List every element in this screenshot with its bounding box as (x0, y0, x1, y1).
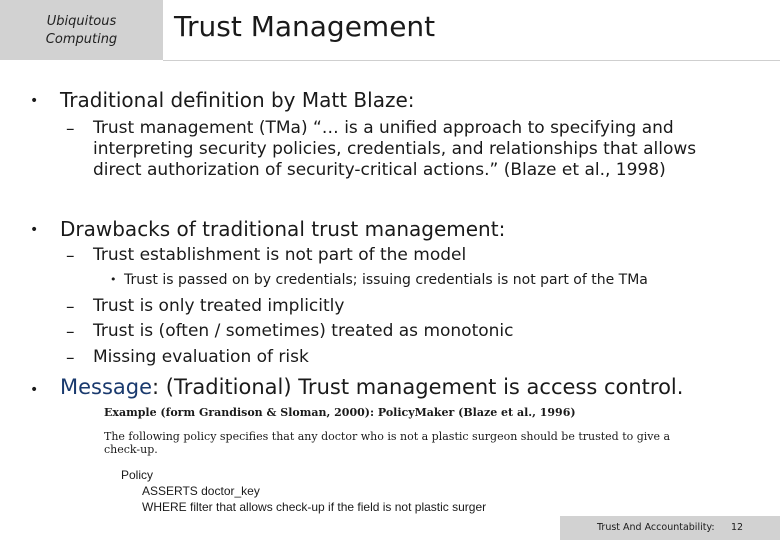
section1-heading: Traditional definition by Matt Blaze: (60, 88, 415, 112)
example-body-line-1: The following policy specifies that any doctor who is not a plastic surgeon should be trusted to give a (104, 430, 671, 443)
drawback-item-3: Trust is (often / sometimes) treated as monotonic (93, 321, 514, 341)
dash-icon: – (66, 246, 75, 266)
logo (0, 13, 163, 49)
bullet-icon: • (30, 93, 39, 109)
dash-icon: – (66, 322, 75, 342)
quote-line-2: interpreting security policies, credentials, and relationships that allows (93, 139, 697, 159)
code-line-2: ASSERTS doctor_key (142, 484, 260, 498)
dash-icon: – (66, 297, 75, 317)
logo-line1: Ubiquitous (46, 14, 117, 29)
dash-icon: – (66, 119, 75, 139)
drawback-item-1: Trust establishment is not part of the model (93, 245, 467, 265)
code-line-1: Policy (121, 468, 154, 482)
section2-heading: Drawbacks of traditional trust management: (60, 217, 506, 241)
slide-title: Trust Management (174, 10, 436, 43)
example-heading: Example (form Grandison & Sloman, 2000): PolicyMaker (Blaze et al., 1996) (104, 406, 576, 419)
message-label: Message (60, 375, 153, 399)
page-number: 12 (731, 522, 744, 533)
quote-line-1: Trust management (TMa) “… is a unified approach to specifying and (93, 118, 674, 138)
drawback-item-2: Trust is only treated implicitly (93, 296, 345, 316)
bullet-icon: • (30, 382, 39, 398)
dash-icon: – (66, 348, 75, 368)
bullet-icon: • (30, 222, 39, 238)
quote-line-3: direct authorization of security-critical actions.” (Blaze et al., 1998) (93, 160, 666, 180)
small-bullet-icon: • (110, 273, 117, 286)
section3-message (60, 375, 683, 399)
title-divider (163, 60, 780, 61)
footer-text: Trust And Accountability: (597, 522, 715, 533)
drawback-item-1-sub: Trust is passed on by credentials; issuing credentials is not part of the TMa (124, 272, 648, 288)
message-text: : (Traditional) Trust management is access control. (152, 375, 684, 399)
drawback-item-4: Missing evaluation of risk (93, 347, 309, 367)
example-body-line-2: check-up. (104, 443, 158, 456)
code-line-3: WHERE filter that allows check-up if the field is not plastic surger (142, 500, 487, 514)
logo-line2: Computing (45, 32, 118, 47)
